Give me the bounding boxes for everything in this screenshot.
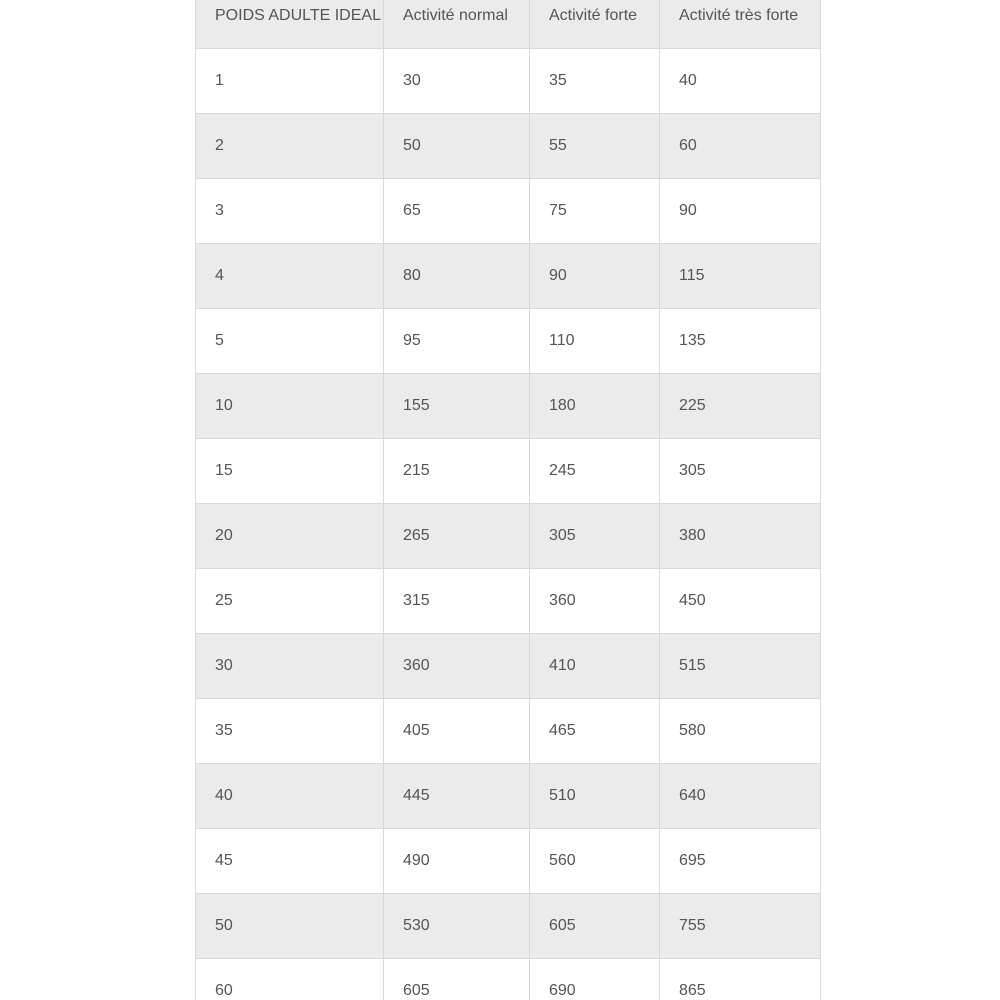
cell-very-strong-activity: 115 xyxy=(660,244,821,309)
cell-strong-activity: 605 xyxy=(530,894,660,959)
cell-very-strong-activity: 60 xyxy=(660,114,821,179)
header-very-strong-activity: Activité très forte xyxy=(660,0,821,49)
cell-strong-activity: 245 xyxy=(530,439,660,504)
table-header xyxy=(196,0,821,49)
cell-weight: 3 xyxy=(196,179,384,244)
cell-normal-activity: 315 xyxy=(384,569,530,634)
cell-weight: 20 xyxy=(196,504,384,569)
table-row xyxy=(196,569,821,634)
cell-normal-activity: 360 xyxy=(384,634,530,699)
cell-strong-activity: 510 xyxy=(530,764,660,829)
table-body xyxy=(196,49,821,1000)
cell-normal-activity: 490 xyxy=(384,829,530,894)
cell-weight: 2 xyxy=(196,114,384,179)
cell-weight: 40 xyxy=(196,764,384,829)
cell-very-strong-activity: 755 xyxy=(660,894,821,959)
table-row xyxy=(196,829,821,894)
table-row xyxy=(196,634,821,699)
cell-strong-activity: 55 xyxy=(530,114,660,179)
cell-very-strong-activity: 305 xyxy=(660,439,821,504)
cell-weight: 1 xyxy=(196,49,384,114)
cell-strong-activity: 305 xyxy=(530,504,660,569)
cell-weight: 25 xyxy=(196,569,384,634)
cell-very-strong-activity: 580 xyxy=(660,699,821,764)
cell-strong-activity: 180 xyxy=(530,374,660,439)
cell-very-strong-activity: 865 xyxy=(660,959,821,1000)
cell-normal-activity: 605 xyxy=(384,959,530,1000)
table-row xyxy=(196,179,821,244)
cell-normal-activity: 65 xyxy=(384,179,530,244)
table-row xyxy=(196,894,821,959)
cell-very-strong-activity: 40 xyxy=(660,49,821,114)
cell-weight: 30 xyxy=(196,634,384,699)
cell-normal-activity: 95 xyxy=(384,309,530,374)
cell-weight: 35 xyxy=(196,699,384,764)
table-row xyxy=(196,374,821,439)
cell-strong-activity: 110 xyxy=(530,309,660,374)
cell-strong-activity: 35 xyxy=(530,49,660,114)
table-row xyxy=(196,699,821,764)
table-row xyxy=(196,49,821,114)
cell-normal-activity: 265 xyxy=(384,504,530,569)
cell-weight: 45 xyxy=(196,829,384,894)
ration-table xyxy=(195,0,821,1000)
header-normal-activity: Activité normal xyxy=(384,0,530,49)
table-row xyxy=(196,244,821,309)
header-row xyxy=(196,0,821,49)
cell-normal-activity: 530 xyxy=(384,894,530,959)
cell-very-strong-activity: 695 xyxy=(660,829,821,894)
cell-normal-activity: 50 xyxy=(384,114,530,179)
cell-strong-activity: 360 xyxy=(530,569,660,634)
cell-very-strong-activity: 380 xyxy=(660,504,821,569)
cell-weight: 5 xyxy=(196,309,384,374)
header-weight: POIDS ADULTE IDEAL xyxy=(196,0,384,49)
table-row xyxy=(196,309,821,374)
cell-strong-activity: 410 xyxy=(530,634,660,699)
cell-normal-activity: 155 xyxy=(384,374,530,439)
cell-strong-activity: 690 xyxy=(530,959,660,1000)
cell-normal-activity: 30 xyxy=(384,49,530,114)
cell-very-strong-activity: 640 xyxy=(660,764,821,829)
cell-strong-activity: 560 xyxy=(530,829,660,894)
cell-strong-activity: 465 xyxy=(530,699,660,764)
cell-very-strong-activity: 90 xyxy=(660,179,821,244)
cell-normal-activity: 80 xyxy=(384,244,530,309)
cell-weight: 60 xyxy=(196,959,384,1000)
cell-strong-activity: 90 xyxy=(530,244,660,309)
table-row xyxy=(196,504,821,569)
cell-weight: 10 xyxy=(196,374,384,439)
table-row xyxy=(196,959,821,1000)
cell-strong-activity: 75 xyxy=(530,179,660,244)
cell-very-strong-activity: 515 xyxy=(660,634,821,699)
cell-normal-activity: 445 xyxy=(384,764,530,829)
cell-weight: 4 xyxy=(196,244,384,309)
cell-weight: 50 xyxy=(196,894,384,959)
cell-very-strong-activity: 450 xyxy=(660,569,821,634)
header-strong-activity: Activité forte xyxy=(530,0,660,49)
table-row xyxy=(196,764,821,829)
cell-normal-activity: 405 xyxy=(384,699,530,764)
cell-very-strong-activity: 225 xyxy=(660,374,821,439)
cell-normal-activity: 215 xyxy=(384,439,530,504)
cell-very-strong-activity: 135 xyxy=(660,309,821,374)
table-row xyxy=(196,114,821,179)
cell-weight: 15 xyxy=(196,439,384,504)
table-row xyxy=(196,439,821,504)
